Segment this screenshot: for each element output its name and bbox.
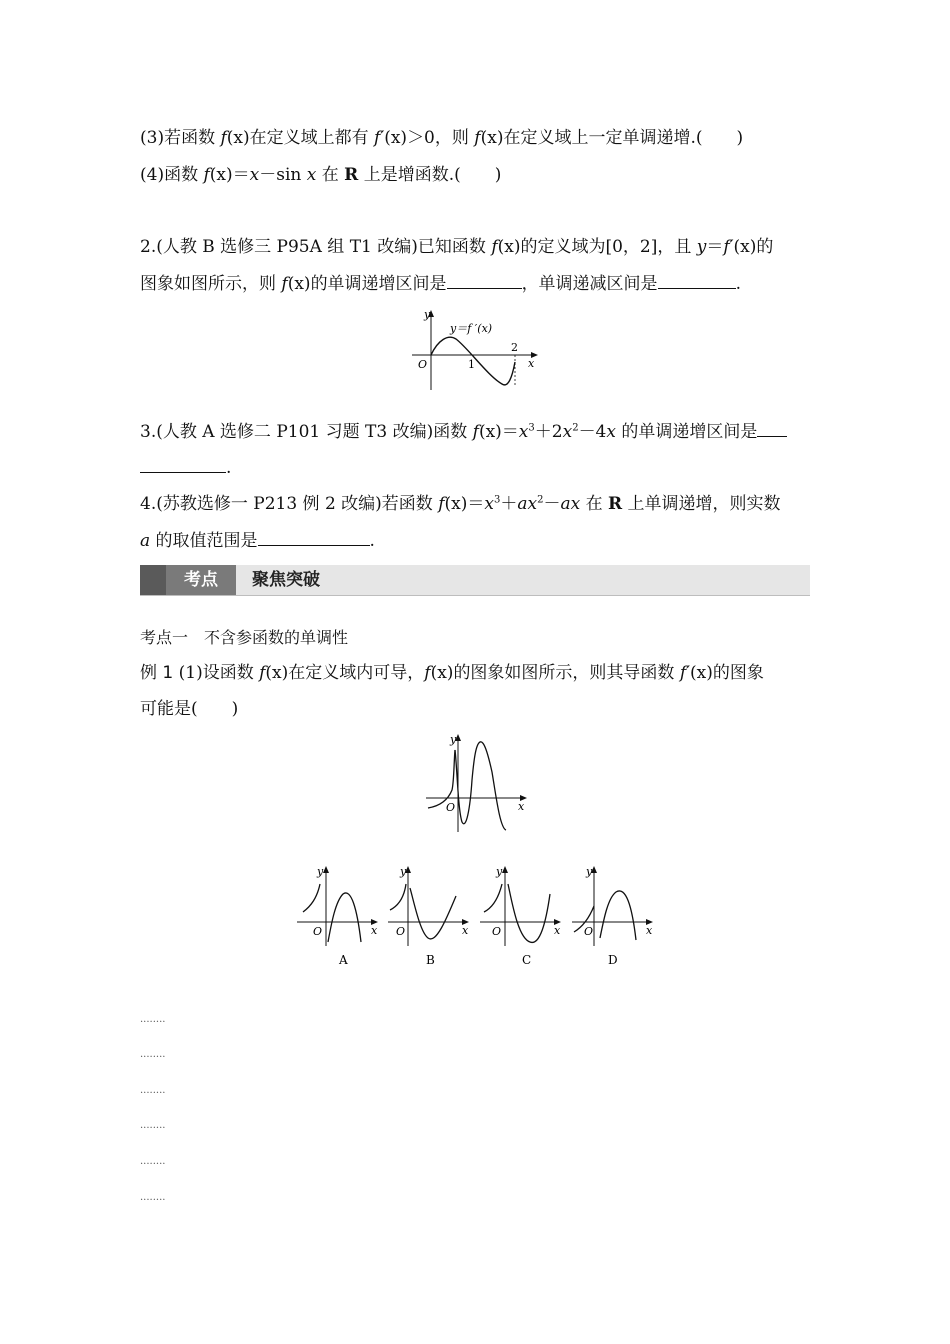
answer-blank-increasing[interactable] bbox=[447, 272, 522, 289]
answer-blank-q4[interactable] bbox=[258, 529, 370, 546]
question-2-line-2: 图象如图所示，则 f(x)的单调递增区间是 ，单调递减区间是 . bbox=[140, 274, 741, 294]
example-1-line-2: 可能是( ) bbox=[140, 699, 239, 719]
x-label: x bbox=[462, 924, 469, 937]
option-d-graph[interactable] bbox=[570, 862, 658, 970]
banner-accent bbox=[140, 565, 166, 595]
topic-heading: 考点一 不含参函数的单调性 bbox=[140, 628, 349, 647]
banner-tag: 考点 bbox=[166, 565, 236, 595]
curve-right-branch bbox=[455, 742, 506, 830]
x-label: x bbox=[646, 924, 653, 937]
origin-label: O bbox=[396, 925, 406, 938]
x-label: x bbox=[528, 357, 535, 370]
y-axis-arrow bbox=[502, 866, 508, 873]
dotted-mark-2: ........ bbox=[140, 1049, 166, 1060]
tick-2-label: 2 bbox=[511, 341, 518, 354]
tick-1-label: 1 bbox=[468, 358, 475, 371]
question-3-line-1: 3.(人教 A 选修二 P101 习题 T3 改编)函数 $f(x)=x^3+2x^2-4x$ 的单调递增区间是 bbox=[140, 420, 787, 443]
y-axis-arrow bbox=[323, 866, 329, 873]
answer-blank-decreasing[interactable] bbox=[658, 272, 736, 289]
example-1-main-graph bbox=[422, 730, 532, 836]
option-b-left-branch bbox=[390, 884, 406, 910]
y-label: y bbox=[424, 308, 431, 321]
q2-derivative-graph bbox=[408, 306, 543, 394]
option-b-right-branch bbox=[410, 888, 456, 939]
x-label: x bbox=[518, 800, 525, 813]
statement-4: (4)函数 f(x)＝x－sin x 在 R 上是增函数.( ) bbox=[140, 165, 502, 185]
curve-label: y＝f ′(x) bbox=[450, 322, 493, 335]
dotted-mark-6: ........ bbox=[140, 1192, 166, 1203]
question-3-line-2: . bbox=[140, 456, 231, 479]
banner-title: 聚焦突破 bbox=[252, 570, 320, 590]
origin-label: O bbox=[313, 925, 323, 938]
x-label: x bbox=[554, 924, 561, 937]
dotted-mark-4: ........ bbox=[140, 1120, 166, 1131]
curve-left-branch bbox=[428, 750, 455, 808]
question-2-line-1: 2.(人教 B 选修三 P95A 组 T1 改编)已知函数 f(x)的定义域为[0，2]，且 y＝f′(x)的 bbox=[140, 237, 774, 257]
option-a-letter[interactable]: A bbox=[339, 953, 348, 967]
option-d-letter[interactable]: D bbox=[608, 953, 618, 967]
option-b-graph[interactable] bbox=[386, 862, 474, 970]
example-1-line-1: 例 1 (1)设函数 f(x)在定义域内可导，f(x)的图象如图所示，则其导函数 f′(x)的图象 bbox=[140, 663, 764, 683]
origin-label: O bbox=[492, 925, 502, 938]
option-a-right-branch bbox=[328, 893, 361, 942]
option-c-right-branch bbox=[508, 884, 550, 942]
option-d-right-branch bbox=[600, 891, 636, 940]
question-4-line-1: 4.(苏教选修一 P213 例 2 改编)若函数 $f(x)=x^3+ax^2-ax$ 在 R 上单调递增，则实数 bbox=[140, 494, 781, 514]
y-label: y bbox=[317, 865, 324, 878]
y-label: y bbox=[496, 865, 503, 878]
origin-label: O bbox=[446, 801, 456, 814]
option-c-left-branch bbox=[484, 884, 502, 912]
option-c-graph[interactable] bbox=[478, 862, 566, 970]
origin-label: O bbox=[418, 358, 428, 371]
y-label: y bbox=[450, 733, 457, 746]
section-banner bbox=[140, 565, 810, 596]
origin-label: O bbox=[584, 925, 594, 938]
dotted-mark-1: ........ bbox=[140, 1014, 166, 1025]
answer-blank-q3-a[interactable] bbox=[757, 420, 787, 437]
option-a-left-branch bbox=[303, 884, 320, 912]
dotted-mark-3: ........ bbox=[140, 1085, 166, 1096]
statement-3: (3)若函数 f(x)在定义域上都有 f′(x)＞0，则 f(x)在定义域上一定单调递增.( ) bbox=[140, 128, 744, 148]
y-label: y bbox=[586, 865, 593, 878]
y-label: y bbox=[400, 865, 407, 878]
question-4-line-2: a 的取值范围是 . bbox=[140, 531, 375, 551]
option-c-letter[interactable]: C bbox=[522, 953, 532, 967]
dotted-mark-5: ........ bbox=[140, 1156, 166, 1167]
x-label: x bbox=[371, 924, 378, 937]
option-b-letter[interactable]: B bbox=[426, 953, 435, 967]
option-a-graph[interactable] bbox=[295, 862, 383, 970]
answer-blank-q3-b[interactable] bbox=[140, 456, 226, 473]
